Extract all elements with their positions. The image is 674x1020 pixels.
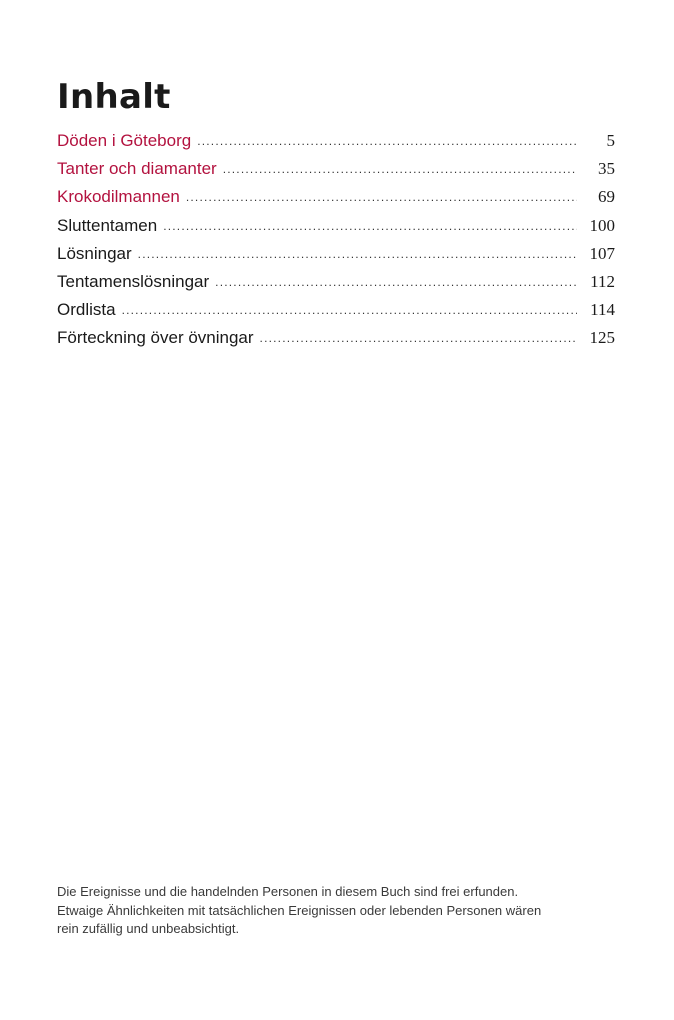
- toc-entry-tentamenslosningar[interactable]: [57, 268, 615, 296]
- toc-entry-page: 125: [589, 328, 615, 348]
- toc-entry-page: 5: [606, 131, 615, 150]
- toc-entry-page: 107: [589, 243, 615, 263]
- toc-entry-page: 100: [589, 215, 615, 235]
- table-of-contents: [57, 127, 615, 353]
- toc-entry-losningar[interactable]: [57, 240, 615, 268]
- dot-leader: [197, 127, 577, 155]
- toc-entry-ordlista[interactable]: [57, 296, 615, 324]
- toc-entry-forteckning-over-ovningar[interactable]: [57, 324, 615, 352]
- toc-entry-tanter-och-diamanter[interactable]: [57, 155, 615, 183]
- toc-entry-sluttentamen[interactable]: [57, 212, 615, 240]
- toc-entry-title: Krokodilmannen: [57, 187, 180, 207]
- toc-entry-page: 112: [590, 271, 615, 291]
- toc-entry-krokodilmannen[interactable]: [57, 183, 615, 211]
- disclaimer-line: rein zufällig und unbeabsichtigt.: [57, 921, 240, 936]
- disclaimer-line: Etwaige Ähnlichkeiten mit tatsächlichen Ereignissen oder lebenden Personen wären: [57, 902, 542, 918]
- toc-entry-page: 69: [598, 187, 615, 207]
- toc-entry-title: Tanter och diamanter: [57, 159, 217, 179]
- toc-entry-title: Tentamenslösningar: [57, 271, 210, 291]
- toc-entry-doden-i-goteborg[interactable]: [57, 127, 615, 155]
- toc-entry-title: Sluttentamen: [57, 215, 158, 235]
- dot-leader: [260, 324, 577, 352]
- toc-entry-title: Förteckning över övningar: [57, 328, 254, 348]
- dot-leader: [138, 240, 577, 268]
- toc-entry-page: 35: [598, 159, 615, 179]
- dot-leader: [186, 183, 577, 211]
- disclaimer-line: Die Ereignisse und die handelnden Personen in diesem Buch sind frei erfunden.: [57, 884, 519, 899]
- dot-leader: [163, 212, 577, 240]
- toc-entry-title: Lösningar: [57, 243, 132, 263]
- disclaimer-text: [57, 883, 617, 939]
- toc-entry-page: 114: [590, 300, 615, 320]
- dot-leader: [122, 296, 577, 324]
- toc-entry-title: Ordlista: [57, 300, 116, 320]
- dot-leader: [215, 268, 577, 296]
- toc-entry-title: Döden i Göteborg: [57, 131, 192, 150]
- page-title: Inhalt: [57, 77, 171, 117]
- dot-leader: [223, 155, 577, 183]
